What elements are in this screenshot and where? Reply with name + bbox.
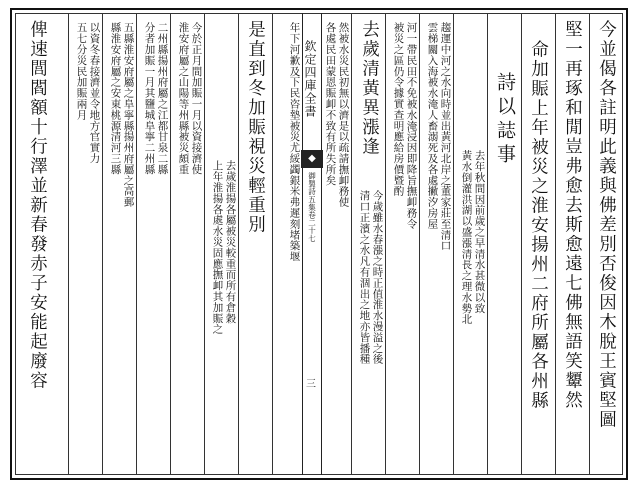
annotation-line: 去年秋間因前歲之早清水甚微以致 bbox=[473, 150, 486, 314]
annotation-line: 被災之區仍令據實查明應給房價暨酌 bbox=[392, 22, 405, 197]
annotation-line: 以資冬春接濟並令地方官實力 bbox=[88, 22, 101, 164]
book-title: 欽定四庫全書 bbox=[303, 40, 317, 118]
poem-line: 堅一再琢和閒豈弗愈去斯愈遠七佛無語笑顰然 bbox=[562, 20, 583, 410]
poem-line: 今並偈各註明此義與佛差別否俊因木脫王賓堅圖 bbox=[596, 20, 617, 430]
volume-note: 御製詩五集卷二十七 bbox=[307, 172, 317, 243]
annotation-line: 上年淮揚各處水災固應撫卹其加賑之 bbox=[211, 160, 224, 335]
column-rule bbox=[589, 13, 590, 475]
poem-subhead: 去歲清黃異漲逢 bbox=[359, 20, 380, 157]
column-rule bbox=[521, 13, 522, 475]
column-rule bbox=[238, 13, 239, 475]
annotation-line: 今於正月間加賑一月以資接濟使 bbox=[190, 22, 203, 175]
poem-title: 詩以誌事 bbox=[494, 72, 516, 168]
column-rule bbox=[555, 13, 556, 475]
column-rule bbox=[136, 13, 137, 475]
column-rule bbox=[419, 13, 420, 475]
column-rule bbox=[385, 13, 386, 475]
fish-tail-mark: ◆ bbox=[301, 150, 323, 168]
column-rule bbox=[204, 13, 205, 475]
annotation-line: 去歲淮揚各屬被災較重而所有倉穀 bbox=[224, 160, 237, 324]
annotation-line: 年下河歉及下民咨墊被災尤綏蠲銀米弗遲刻堵築堰 bbox=[288, 22, 301, 262]
annotation-line: 淮安府屬之山陽等州縣被災頗重 bbox=[177, 22, 190, 175]
annotation-line: 五七分災民加賑兩月 bbox=[75, 22, 88, 121]
annotation-line: 河一帶民田不免被水淹浸因即降旨撫卹務令 bbox=[405, 22, 418, 230]
annotation-line: 五縣淮安府屬之阜寧縣揚州府屬之高郵 bbox=[122, 22, 135, 208]
annotation-line: 分者加賑一月其鹽城阜寧二州縣 bbox=[143, 22, 156, 175]
column-rule bbox=[351, 13, 352, 475]
annotation-line: 然被水災民初無以濟是以疏請撫卹務使 bbox=[337, 22, 350, 208]
poem-preface: 命加賑上年被災之淮安揚州二府所屬各州縣 bbox=[528, 40, 549, 411]
annotation-line: 今歲雖水春漲之時正值淮水漫溢之後 bbox=[371, 190, 384, 365]
annotation-line: 各處民田蒙恩賑卹不致有所失所矣 bbox=[324, 22, 337, 186]
column-rule bbox=[487, 13, 488, 475]
column-rule bbox=[68, 13, 69, 475]
annotation-line: 趨運中河之水向時並出黃河北岸之董家莊至清口 bbox=[439, 22, 452, 251]
page-number: 三 bbox=[306, 379, 316, 390]
annotation-line: 清口正濱之水凡有涸出之地亦皆播種 bbox=[358, 190, 371, 365]
annotation-line: 雲梯關入海被水淹人畜溺死及各處撇汐房屋 bbox=[426, 22, 439, 230]
column-rule bbox=[272, 13, 273, 475]
annotation-line: 二州縣揚州府屬之江都甘泉二縣 bbox=[156, 22, 169, 175]
poem-line: 俾速閭閻額十行澤並新春發赤子安能起廢容 bbox=[27, 20, 48, 391]
poem-line: 是直到冬加賑視災輕重別 bbox=[245, 20, 266, 235]
annotation-line: 黃水倒灌洪湖以盛漲清長之理水勢北 bbox=[460, 150, 473, 325]
column-rule bbox=[102, 13, 103, 475]
column-rule bbox=[170, 13, 171, 475]
annotation-line: 縣淮安府屬之安東桃源清河三縣 bbox=[109, 22, 122, 175]
column-rule bbox=[453, 13, 454, 475]
